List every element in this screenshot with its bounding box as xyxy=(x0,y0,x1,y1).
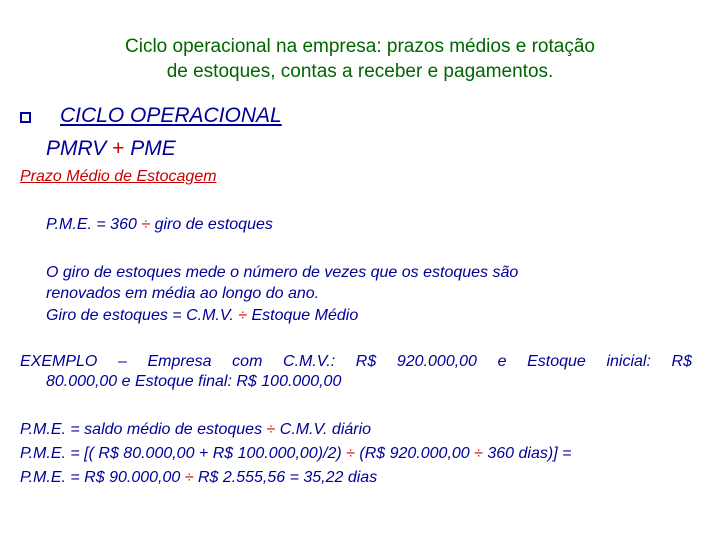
formula-right: PME xyxy=(130,137,176,160)
divide-operator: ÷ xyxy=(184,469,194,486)
calc-2-b: (R$ 920.000,00 xyxy=(359,445,470,462)
square-bullet-icon xyxy=(20,112,31,123)
cycle-formula xyxy=(46,137,176,161)
divide-operator: ÷ xyxy=(141,216,151,233)
explanation-line-1: O giro de estoques mede o número de vezes que os estoques são xyxy=(46,264,519,281)
calc-1-right: C.M.V. diário xyxy=(279,421,372,438)
divide-operator: ÷ xyxy=(474,445,483,462)
calc-3-a: P.M.E. = R$ 90.000,00 xyxy=(20,469,181,486)
giro-left: Giro de estoques = C.M.V. xyxy=(46,307,234,324)
calc-2-a: P.M.E. = [( R$ 80.000,00 + R$ 100.000,00)/2) xyxy=(20,445,342,462)
pme-formula-right: giro de estoques xyxy=(154,216,273,233)
title-line-2: de estoques, contas a receber e pagamentos. xyxy=(166,61,554,82)
calc-1-left: P.M.E. = saldo médio de estoques xyxy=(20,421,263,438)
calc-3-b: R$ 2.555,56 = 35,22 dias xyxy=(197,469,378,486)
section-heading: CICLO OPERACIONAL xyxy=(60,104,282,127)
divide-operator: ÷ xyxy=(266,421,276,438)
giro-right: Estoque Médio xyxy=(251,307,359,324)
divide-operator: ÷ xyxy=(238,307,248,324)
explanation-line-3 xyxy=(46,307,358,325)
divide-operator: ÷ xyxy=(346,445,355,462)
slide-title xyxy=(0,34,720,84)
calculation-line-1 xyxy=(20,421,371,439)
pme-formula-left: P.M.E. = 360 xyxy=(46,216,137,233)
subheading: Prazo Médio de Estocagem xyxy=(20,168,217,185)
pme-formula xyxy=(46,216,273,234)
calc-2-c: 360 dias)] = xyxy=(487,445,572,462)
example-line-1: EXEMPLO – Empresa com C.M.V.: R$ 920.000,00 e Estoque inicial: R$ xyxy=(20,353,692,370)
explanation-line-2: renovados em média ao longo do ano. xyxy=(46,285,320,302)
example-line-2: 80.000,00 e Estoque final: R$ 100.000,00 xyxy=(46,373,342,390)
example-paragraph xyxy=(20,352,692,392)
calculation-line-2 xyxy=(20,445,571,463)
formula-left: PMRV xyxy=(46,137,107,160)
title-line-1: Ciclo operacional na empresa: prazos médios e rotação xyxy=(125,36,595,57)
calculation-line-3 xyxy=(20,469,377,487)
formula-plus: + xyxy=(112,137,125,160)
